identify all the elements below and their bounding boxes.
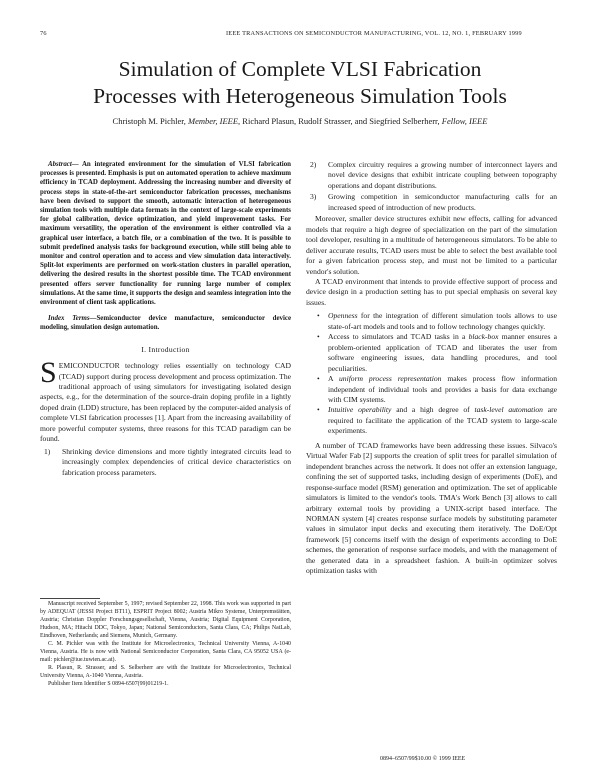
reason-item [306, 192, 557, 213]
issue-text: for the integration of different simulation tools allows to use state-of-art models and tools and to follow technology changes quickly. [328, 311, 557, 331]
reason-item [40, 447, 291, 478]
title-line-2: Processes with Heterogeneous Simulation Tools [93, 84, 507, 108]
reason-number: 1) [44, 446, 51, 456]
footnote-rule [40, 598, 100, 599]
author-1: Christoph M. Pichler, [112, 116, 186, 126]
key-issues-list [306, 311, 557, 436]
author-list [20, 116, 580, 126]
issue-lead: Access to simulators and TCAD tasks in a [328, 332, 466, 342]
issue-text: manner ensures a problem-oriented application of TCAD and liberates the user from software engineering issues, data handling procedures, and tool peculiarities. [328, 332, 557, 373]
issue-text: makes process flow information independent of individual tools and provides a basis for data exchange with CIM systems. [328, 374, 558, 404]
issue-item [306, 332, 557, 374]
reason-text: Complex circuitry requires a growing number of interconnect layers and novel device designs that exhibit intricate coupling between topography operations and dopant distributions. [328, 160, 557, 190]
page-number: 76 [40, 30, 47, 37]
footnote-identifier: Publisher Item Identifier S 0894-6507(99)01219-1. [48, 681, 169, 687]
footnote-affiliation-1: C. M. Pichler was with the Institute for Microelectronics, Technical University Vienna, A-1040 Vienna, Austria. He is now with National Semiconductor Corporation, Santa Clara, CA 95052 USA (e-mail: pichler@iue.tuwien.ac.at). [40, 641, 291, 663]
reason-number: 2) [310, 160, 317, 169]
paper-title [20, 56, 580, 110]
reasons-list [40, 447, 291, 478]
footnote-manuscript: Manuscript received September 5, 1997; revised September 22, 1998. This work was supported in part by ADEQUAT (JESSI Project BT11), ESPRIT Project 8002; Austria Mikro Systeme, Unterpremstätten, Austria; Christian Doppler Forschungsgesellschaft, Vienna, Austria; Digital Equipment Corporation, Hudson, MA; Hitachi DDC, Tokyo, Japan; National Semiconductors, Santa Clara, CA; Philips NatLab, Eindhoven, Netherlands; and Siemens, Munich, Germany. [40, 601, 291, 639]
index-terms-text: Semiconductor device manufacture, semiconductor device modeling, simulation design automation. [40, 315, 291, 332]
index-terms [40, 314, 291, 332]
issue-item [306, 374, 557, 405]
issue-emphasis: uniform process representation [338, 374, 442, 384]
paragraph: A number of TCAD frameworks have been addressing these issues. Silvaco's Virtual Wafer Fab [2] supports the creation of split trees for parallel simulation of independent branches across the network. It does not offer an extension language, confining the set of supported tasks, including design of experiments (DoE), and response-surface model (RSM) generation and optimization. The set of applicable simulators is limited to the vendor's tools. TMA's Work Bench [3] allows to call arbitrary external tools by providing a UNIX-script based interface. The NORMAN system [4] creates response surface models by substituting parameter values in simulator input decks and executing them iteratively. The DoE/Opt framework [5] concerns itself with the design of experiments according to DoE schemes, the generation of response surface models, and with the management of the generated data in a spreadsheet fashion. A built-in optimizer solves optimization tasks with [306, 440, 557, 576]
issue-text: are required to facilitate the application of the TCAD system to large-scale experiments. [328, 405, 557, 436]
reason-number: 3) [310, 192, 317, 202]
issue-emphasis: Openness [328, 311, 358, 321]
intro-text: EMICONDUCTOR technology relies essentially on technology CAD (TCAD) support during process development and process optimization. The traditional approach of using simulators for investigating isolated design aspects, e.g., for the determination of the source-drain doping profile in a lightly doped drain (LDD) structure, has been replaced by the computer-aided analysis of complete VLSI fabrication processes [1]. Apart from the increasing availability of more powerful computer systems, three reasons for this TCAD paradigm can be found. [40, 361, 291, 444]
issue-item [306, 311, 557, 332]
reasons-list-continued [306, 160, 557, 213]
abstract-text: An integrated environment for the simulation of VLSI fabrication processes is presented. Emphasis is put on automated operation to achieve maximum efficiency in TCAD deployment. Addressing the increasing number and diversity of process steps in state-of-the-art semiconductor fabrication processes, mechanisms have been devised to support the smooth, automatic interaction of heterogeneous simulation tools with multiple data formats in the context of large-scale experiments for global calibration, device optimization, and yield improvement tasks. For maximum versatility, the operation of the environment is either controlled via a graphical user interface, a batch file, or a combination of the two. It is possible to submit predefined analysis tasks for background execution, while still being able to monitor and control operation and to access and view simulation data interactively. Split-lot experiments are performed on work-station clusters in parallel operation, delivering the desired results in the shortest possible time. The TCAD environment presented offers server functionality for running large number of complex simulations. At the same time, it supports the design and seamless integration into the environment of client task applications. [40, 161, 291, 307]
paragraph: Moreover, smaller device structures exhibit new effects, calling for advanced models that require a high degree of specialization on the part of the simulation tool developer, resulting in a multitude of heterogeneous simulators. To be able to deliver accurate results, TCAD users must be able to select the best available tool for a given fabrication process step, and must not be limited to a particular vendor's solution. [306, 214, 557, 276]
issue-emphasis-2: task-level automation [474, 405, 543, 415]
intro-paragraph [40, 356, 291, 445]
author-1-role: Member, IEEE, [188, 116, 241, 126]
title-line-1: Simulation of Complete VLSI Fabrication [118, 57, 482, 81]
footnote [40, 600, 291, 688]
running-title: IEEE TRANSACTIONS ON SEMICONDUCTOR MANUFACTURING, VOL. 12, NO. 1, FEBRUARY 1999 [226, 30, 522, 37]
author-last-role: Fellow, IEEE [441, 116, 488, 126]
issue-lead: A [328, 374, 334, 384]
author-others: Richard Plasun, Rudolf Strasser, and Siegfried Selberherr, [242, 116, 440, 126]
copyright-line: 0894–6507/99$10.00 © 1999 IEEE [380, 756, 466, 762]
index-terms-label: Index Terms— [48, 315, 97, 323]
reason-text: Shrinking device dimensions and more tightly integrated circuits lead to increasingly complex dependencies of critical device characteristics on fabrication process parameters. [62, 446, 291, 477]
reason-item [306, 160, 557, 191]
reason-text: Growing competition in semiconductor manufacturing calls for an increased speed of introduction of new products. [328, 192, 557, 212]
footnote-affiliation-2: R. Plasun, R. Strasser, and S. Selberherr are with the Institute for Microelectronics, Technical University Vienna, A-1040 Vienna, Austria. [40, 665, 291, 679]
drop-cap: S [40, 356, 57, 390]
issue-item [306, 405, 557, 436]
section-heading: I. Introduction [141, 344, 190, 354]
issue-emphasis: Intuitive operability [328, 405, 392, 415]
abstract [40, 160, 291, 307]
left-column [40, 160, 291, 479]
issue-mid: and a high degree of [396, 405, 470, 415]
right-column [306, 160, 557, 577]
issue-emphasis: black-box [468, 332, 499, 342]
abstract-label: Abstract— [48, 161, 79, 168]
paragraph: A TCAD environment that intends to provide effective support of process and device design in a production setting has to put special emphasis on several key issues. [306, 276, 557, 307]
